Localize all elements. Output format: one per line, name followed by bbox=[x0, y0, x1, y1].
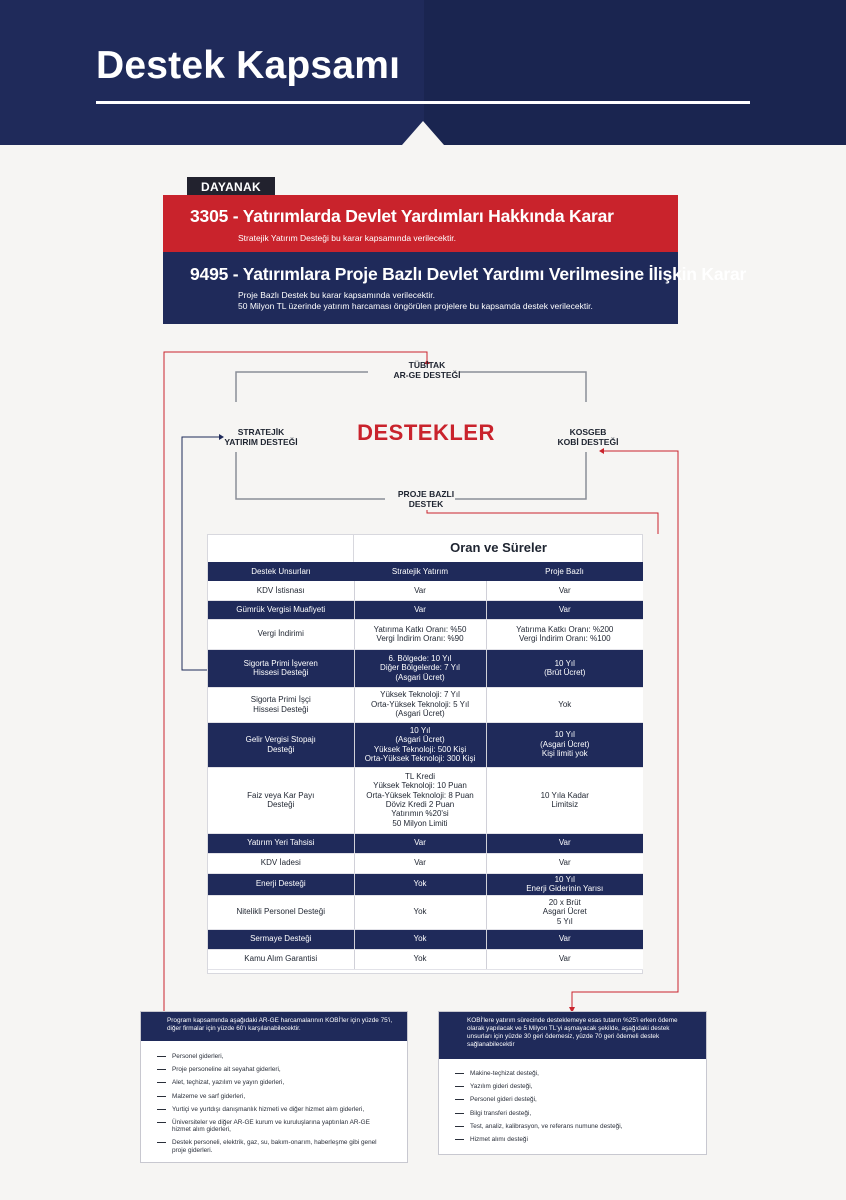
table-cell: Gümrük Vergisi Muafiyeti bbox=[208, 600, 354, 619]
table-cell: Var bbox=[486, 853, 643, 873]
table-cell: 10 Yıla Kadar Limitsiz bbox=[486, 767, 643, 833]
list-item: Destek personeli, elektrik, gaz, su, bakım-onarım, haberleşme gibi genel proje giderleri. bbox=[157, 1139, 387, 1153]
table-cell: Yatırıma Katkı Oranı: %50 Vergi İndirim Oranı: %90 bbox=[354, 619, 486, 649]
table-row bbox=[208, 581, 643, 600]
table-cell: Yok bbox=[486, 687, 643, 722]
table-cell: Var bbox=[354, 853, 486, 873]
table-cell: Var bbox=[354, 833, 486, 853]
table-cell: Var bbox=[354, 581, 486, 600]
list-item: Alet, teçhizat, yazılım ve yayın giderleri, bbox=[157, 1079, 387, 1086]
table-cell: Sermaye Desteği bbox=[208, 929, 354, 949]
law-3305-title: 3305 - Yatırımlarda Devlet Yardımları Hakkında Karar bbox=[190, 206, 614, 226]
arge-expenses-box bbox=[140, 1011, 408, 1163]
table-cell: Vergi İndirimi bbox=[208, 619, 354, 649]
table-row bbox=[208, 873, 643, 895]
table-cell: Nitelikli Personel Desteği bbox=[208, 895, 354, 929]
table-cell: Var bbox=[486, 833, 643, 853]
support-table bbox=[208, 562, 643, 970]
table-cell: Gelir Vergisi Stopajı Desteği bbox=[208, 722, 354, 767]
list-item: Proje personeline ait seyahat giderleri, bbox=[157, 1066, 387, 1073]
table-cell: Var bbox=[486, 581, 643, 600]
table-cell: Yatırıma Katkı Oranı: %200 Vergi İndirim Oranı: %100 bbox=[486, 619, 643, 649]
table-row bbox=[208, 767, 643, 833]
table-cell: 20 x Brüt Asgari Ücret 5 Yıl bbox=[486, 895, 643, 929]
list-item: Yurtiçi ve yurtdışı danışmanlık hizmeti ve diğer hizmet alım giderleri, bbox=[157, 1106, 387, 1113]
diagram-label-proje-bazli: PROJE BAZLI DESTEK bbox=[397, 489, 455, 509]
table-title: Oran ve Süreler bbox=[353, 534, 643, 562]
table-row bbox=[208, 853, 643, 873]
table-cell: 10 Yıl (Asgari Ücret) Yüksek Teknoloji: 500 Kişi Orta-Yüksek Teknoloji: 300 Kişi bbox=[354, 722, 486, 767]
kobi-support-list bbox=[455, 1070, 622, 1143]
table-row bbox=[208, 895, 643, 929]
table-row bbox=[208, 687, 643, 722]
table-row bbox=[208, 619, 643, 649]
table-header-unsur: Destek Unsurları bbox=[208, 562, 354, 581]
table-cell: Var bbox=[486, 929, 643, 949]
law-9495-title: 9495 - Yatırımlara Proje Bazlı Devlet Yardımı Verilmesine İlişkin Karar bbox=[190, 264, 747, 284]
diagram-center-destekler: DESTEKLER bbox=[357, 420, 495, 445]
diagram-label-tubitak: TÜBİTAK AR-GE DESTEĞİ bbox=[393, 360, 461, 380]
law-9495-desc-2: 50 Milyon TL üzerinde yatırım harcaması öngörülen projelere bu kapsamda destek verilecektir. bbox=[238, 301, 593, 311]
arge-expense-list bbox=[157, 1053, 387, 1154]
list-item: Bilgi transferi desteği, bbox=[455, 1110, 622, 1117]
dayanak-tag: DAYANAK bbox=[187, 177, 275, 198]
table-cell: Yok bbox=[354, 949, 486, 969]
table-cell: Var bbox=[486, 600, 643, 619]
table-cell: Kamu Alım Garantisi bbox=[208, 949, 354, 969]
table-row bbox=[208, 600, 643, 619]
list-item: Hizmet alımı desteği bbox=[455, 1136, 622, 1143]
table-cell: Sigorta Primi İşveren Hissesi Desteği bbox=[208, 649, 354, 687]
list-item: Yazılım gideri desteği, bbox=[455, 1083, 622, 1090]
table-cell: 10 Yıl Enerji Giderinin Yarısı bbox=[486, 873, 643, 895]
page-title: Destek Kapsamı bbox=[96, 44, 401, 87]
table-cell: Var bbox=[486, 949, 643, 969]
list-item: Personel giderleri, bbox=[157, 1053, 387, 1060]
diagram-label-stratejik: STRATEJİK YATIRIM DESTEĞİ bbox=[224, 427, 298, 447]
law-9495-desc-1: Proje Bazlı Destek bu karar kapsamında verilecektir. bbox=[238, 290, 436, 300]
table-row bbox=[208, 949, 643, 969]
table-header-proje: Proje Bazlı bbox=[486, 562, 643, 581]
table-cell: 10 Yıl (Brüt Ücret) bbox=[486, 649, 643, 687]
table-cell: Yok bbox=[354, 929, 486, 949]
table-cell: Yok bbox=[354, 873, 486, 895]
table-cell: Sigorta Primi İşçi Hissesi Desteği bbox=[208, 687, 354, 722]
kobi-support-box bbox=[438, 1011, 707, 1155]
table-cell: Faiz veya Kar Payı Desteği bbox=[208, 767, 354, 833]
table-row bbox=[208, 833, 643, 853]
table-cell: TL Kredi Yüksek Teknoloji: 10 Puan Orta-Yüksek Teknoloji: 8 Puan Döviz Kredi 2 Puan Yatırımın %20'si 50 Milyon Limiti bbox=[354, 767, 486, 833]
table-cell: Yüksek Teknoloji: 7 Yıl Orta-Yüksek Teknoloji: 5 Yıl (Asgari Ücret) bbox=[354, 687, 486, 722]
table-cell: KDV İadesi bbox=[208, 853, 354, 873]
table-cell: Yatırım Yeri Tahsisi bbox=[208, 833, 354, 853]
list-item: Malzeme ve sarf giderleri, bbox=[157, 1093, 387, 1100]
table-cell: KDV İstisnası bbox=[208, 581, 354, 600]
table-cell: 6. Bölgede: 10 Yıl Diğer Bölgelerde: 7 Yıl (Asgari Ücret) bbox=[354, 649, 486, 687]
law-3305-desc: Stratejik Yatırım Desteği bu karar kapsamında verilecektir. bbox=[238, 233, 456, 243]
kobi-box-heading: KOBİ'lere yatırım sürecinde desteklemeye esas tutarın %25'i erken ödeme olarak yapılacak ve 5 Milyon TL'yi aşmayacak şekilde, aşağıdaki destek unsurları için yüzde 30 geri ödemesiz, yüzde 70 geri ödemeli destek sağlanabilecektir bbox=[439, 1012, 706, 1059]
table-row bbox=[208, 649, 643, 687]
table-cell: 10 Yıl (Asgari Ücret) Kişi limiti yok bbox=[486, 722, 643, 767]
list-item: Makine-teçhizat desteği, bbox=[455, 1070, 622, 1077]
list-item: Personel gideri desteği, bbox=[455, 1096, 622, 1103]
list-item: Üniversiteler ve diğer AR-GE kurum ve kuruluşlarına yaptırılan AR-GE hizmet alım giderleri, bbox=[157, 1119, 382, 1133]
arge-box-heading: Program kapsamında aşağıdaki AR-GE harcamalarının KOBİ'ler için yüzde 75'i, diğer firmalar için yüzde 60'ı karşılanabilecektir. bbox=[141, 1012, 407, 1041]
list-item: Test, analiz, kalibrasyon, ve referans numune desteği, bbox=[455, 1123, 622, 1130]
table-row bbox=[208, 722, 643, 767]
table-cell: Enerji Desteği bbox=[208, 873, 354, 895]
table-cell: Yok bbox=[354, 895, 486, 929]
table-header-stratejik: Stratejik Yatırım bbox=[354, 562, 486, 581]
table-cell: Var bbox=[354, 600, 486, 619]
diagram-label-kosgeb: KOSGEB KOBİ DESTEĞİ bbox=[557, 427, 619, 447]
table-row bbox=[208, 929, 643, 949]
